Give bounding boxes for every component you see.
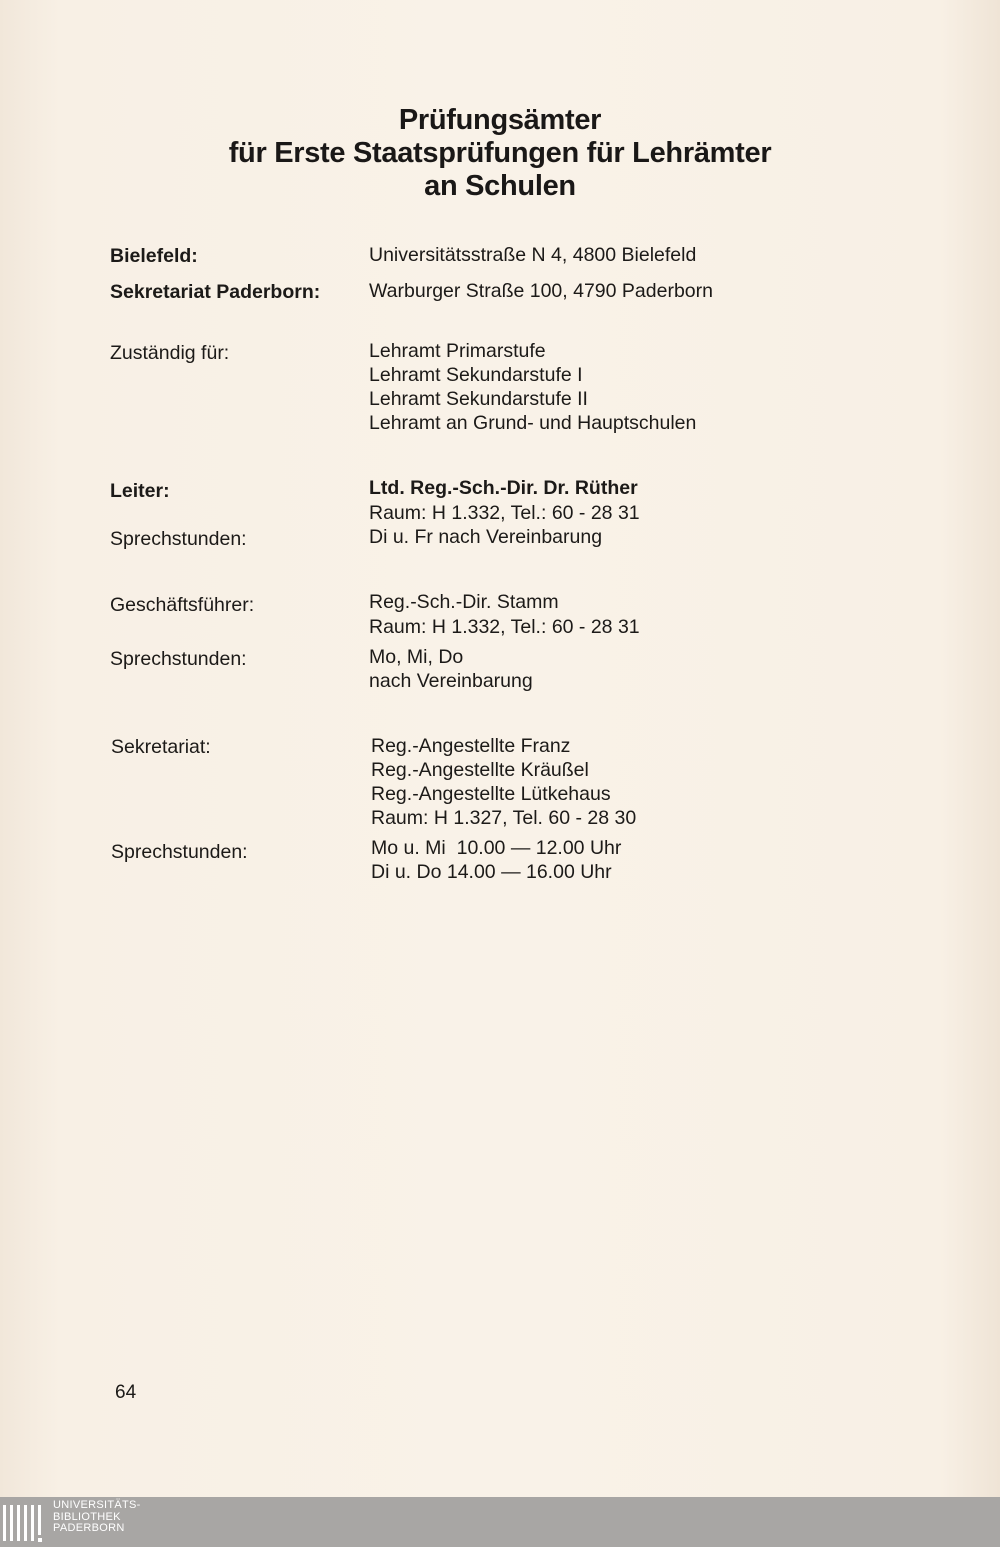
zustaendig-item: Lehramt Primarstufe xyxy=(369,340,546,362)
geschaeftsfuehrer-hours: Mo, Mi, Do xyxy=(369,646,464,668)
logo-text-line: UNIVERSITÄTS- xyxy=(53,1499,141,1511)
sekretariat-label: Sekretariat: xyxy=(111,736,211,758)
title-line-3: an Schulen xyxy=(424,170,576,202)
bielefeld-label: Bielefeld: xyxy=(110,245,198,267)
zustaendig-item: Lehramt an Grund- und Hauptschulen xyxy=(369,412,697,434)
logo-text-line: PADERBORN xyxy=(53,1522,125,1534)
leiter-room: Raum: H 1.332, Tel.: 60 - 28 31 xyxy=(369,502,640,524)
sekretariat-staff: Reg.-Angestellte Lütkehaus xyxy=(371,783,611,805)
leiter-hours: Di u. Fr nach Vereinbarung xyxy=(369,526,603,548)
library-logo-icon xyxy=(3,1503,47,1545)
sekretariat-hours: Di u. Do 14.00 — 16.00 Uhr xyxy=(371,861,612,883)
library-footer xyxy=(0,1497,1000,1547)
logo-text-line: BIBLIOTHEK xyxy=(53,1510,121,1523)
page-title xyxy=(0,104,1000,203)
geschaeftsfuehrer-hours-label: Sprechstunden: xyxy=(110,648,247,670)
library-logo-text xyxy=(53,1500,141,1535)
geschaeftsfuehrer-label: Geschäftsführer: xyxy=(110,594,255,616)
sekretariat-staff: Reg.-Angestellte Franz xyxy=(371,735,571,757)
sekretariat-room: Raum: H 1.327, Tel. 60 - 28 30 xyxy=(371,807,637,829)
zustaendig-item: Lehramt Sekundarstufe I xyxy=(369,364,583,386)
sekretariat-paderborn-label: Sekretariat Paderborn: xyxy=(110,281,321,303)
sekretariat-hours: Mo u. Mi 10.00 — 12.00 Uhr xyxy=(371,837,622,859)
geschaeftsfuehrer-room: Raum: H 1.332, Tel.: 60 - 28 31 xyxy=(369,616,640,638)
leiter-name: Ltd. Reg.-Sch.-Dir. Dr. Rüther xyxy=(369,477,638,499)
page-number: 64 xyxy=(115,1382,137,1403)
zustaendig-label: Zuständig für: xyxy=(110,342,230,364)
geschaeftsfuehrer-name: Reg.-Sch.-Dir. Stamm xyxy=(369,591,559,613)
sekretariat-paderborn-address: Warburger Straße 100, 4790 Paderborn xyxy=(369,280,713,302)
sekretariat-hours-label: Sprechstunden: xyxy=(111,841,248,863)
title-line-2: für Erste Staatsprüfungen für Lehrämter xyxy=(228,137,772,169)
zustaendig-item: Lehramt Sekundarstufe II xyxy=(369,388,588,410)
leiter-label: Leiter: xyxy=(110,480,170,502)
geschaeftsfuehrer-hours: nach Vereinbarung xyxy=(369,670,533,692)
sekretariat-staff: Reg.-Angestellte Kräußel xyxy=(371,759,589,781)
bielefeld-address: Universitätsstraße N 4, 4800 Bielefeld xyxy=(369,244,697,266)
title-line-1: Prüfungsämter xyxy=(398,104,602,136)
leiter-hours-label: Sprechstunden: xyxy=(110,528,247,550)
